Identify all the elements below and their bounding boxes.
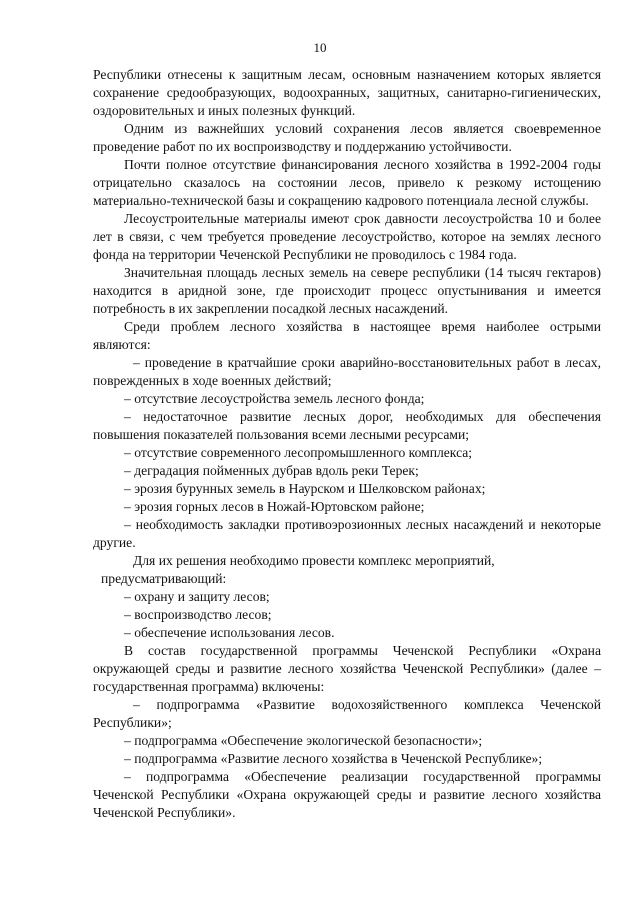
list-item: – подпрограмма «Обеспечение экологической безопасности»; bbox=[124, 733, 483, 748]
list-item: – необходимость закладки противоэрозионных лесных насаждений и некоторые другие. bbox=[93, 517, 601, 550]
page-number: 10 bbox=[313, 40, 327, 55]
paragraph: В состав государственной программы Чеченской Республики «Охрана окружающей среды и развитие лесного хозяйства Чеченской Республики» (далее – государственная программа) включены: bbox=[93, 643, 601, 694]
paragraph: Республики отнесены к защитным лесам, основным назначением которых является сохранение средообразующих, водоохранных, защитных, санитарно-гигиенических, оздоровительных и иных полезных функций. bbox=[93, 67, 601, 118]
list-item: – недостаточное развитие лесных дорог, необходимых для обеспечения повышения показателей пользования всеми лесными ресурсами; bbox=[93, 409, 601, 442]
paragraph: Лесоустроительные материалы имеют срок давности лесоустройства 10 и более лет в связи, с чем требуется проведение лесоустройство, которое на землях лесного фонда на территории Чеченской Республики не проводилось с 1984 года. bbox=[93, 211, 601, 262]
list-item: – охрану и защиту лесов; bbox=[124, 589, 270, 604]
list-item: – обеспечение использования лесов. bbox=[124, 625, 335, 640]
list-item: – проведение в кратчайшие сроки аварийно-восстановительных работ в лесах, поврежденных в ходе военных действий; bbox=[93, 355, 601, 388]
paragraph: Значительная площадь лесных земель на севере республики (14 тысяч гектаров) находится в аридной зоне, где происходит процесс опустынивания и имеется потребность в их закреплении посадкой лесных насаждений. bbox=[93, 265, 601, 316]
list-item: – подпрограмма «Обеспечение реализации государственной программы Чеченской Республики «Охрана окружающей среды и развитие лесного хозяйства Чеченской Республики». bbox=[93, 769, 601, 820]
list-item: – подпрограмма «Развитие лесного хозяйства в Чеченской Республике»; bbox=[124, 751, 543, 766]
list-item: – эрозия бурунных земель в Наурском и Шелковском районах; bbox=[124, 481, 486, 496]
list-item: – деградация пойменных дубрав вдоль реки Терек; bbox=[124, 463, 419, 478]
list-item: – эрозия горных лесов в Ножай-Юртовском районе; bbox=[124, 499, 425, 514]
paragraph: предусматривающий: bbox=[101, 571, 227, 586]
paragraph: Для их решения необходимо провести комплекс мероприятий, bbox=[133, 553, 495, 568]
list-item: – подпрограмма «Развитие водохозяйственного комплекса Чеченской Республики»; bbox=[93, 697, 601, 730]
paragraph: Среди проблем лесного хозяйства в настоящее время наиболее острыми являются: bbox=[93, 319, 601, 352]
paragraph: Почти полное отсутствие финансирования лесного хозяйства в 1992-2004 годы отрицательно сказалось на состоянии лесов, привело к резкому истощению материально-технической базы и сокращению кадрового потенциала лесной службы. bbox=[93, 157, 601, 208]
list-item: – отсутствие современного лесопромышленного комплекса; bbox=[124, 445, 473, 460]
paragraph: Одним из важнейших условий сохранения лесов является своевременное проведение работ по их воспроизводству и поддержанию устойчивости. bbox=[93, 121, 601, 154]
list-item: – отсутствие лесоустройства земель лесного фонда; bbox=[124, 391, 425, 406]
body-text bbox=[93, 66, 601, 822]
list-item: – воспроизводство лесов; bbox=[124, 607, 272, 622]
